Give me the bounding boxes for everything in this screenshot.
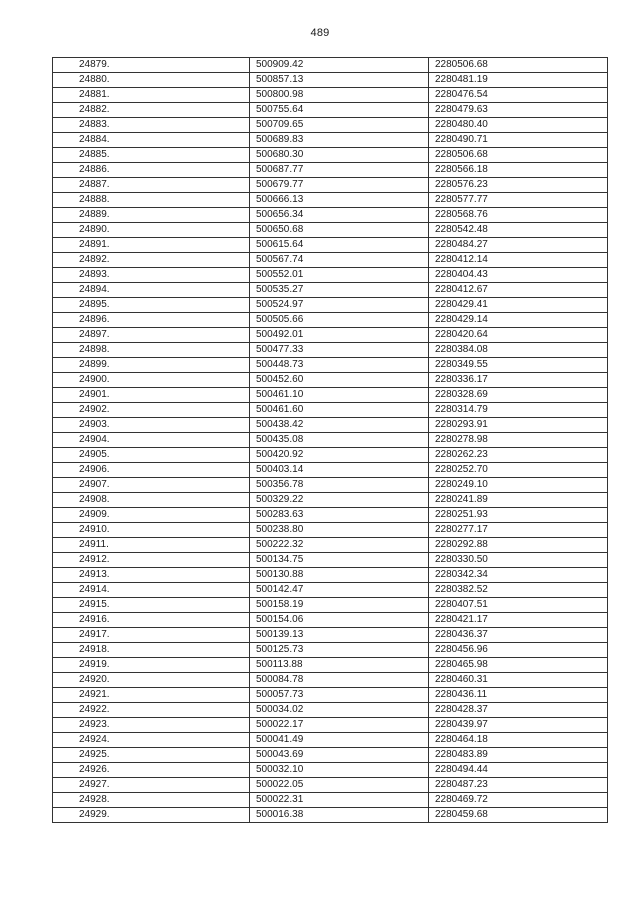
- y-coordinate-cell: 2280568.76: [429, 208, 608, 223]
- x-coordinate-cell: 500800.98: [250, 88, 429, 103]
- x-coordinate-cell: 500238.80: [250, 523, 429, 538]
- table-row: [53, 493, 608, 508]
- x-coordinate-cell: 500650.68: [250, 223, 429, 238]
- point-number-cell: 24903.: [53, 418, 250, 433]
- point-number-cell: 24890.: [53, 223, 250, 238]
- table-row: [53, 268, 608, 283]
- point-number-cell: 24900.: [53, 373, 250, 388]
- table-row: [53, 133, 608, 148]
- table-row: [53, 553, 608, 568]
- table-row: [53, 523, 608, 538]
- y-coordinate-cell: 2280439.97: [429, 718, 608, 733]
- x-coordinate-cell: 500448.73: [250, 358, 429, 373]
- table-row: [53, 703, 608, 718]
- x-coordinate-cell: 500032.10: [250, 763, 429, 778]
- y-coordinate-cell: 2280456.96: [429, 643, 608, 658]
- table-row: [53, 538, 608, 553]
- point-number-cell: 24917.: [53, 628, 250, 643]
- x-coordinate-cell: 500438.42: [250, 418, 429, 433]
- point-number-cell: 24897.: [53, 328, 250, 343]
- table-row: [53, 613, 608, 628]
- x-coordinate-cell: 500567.74: [250, 253, 429, 268]
- point-number-cell: 24910.: [53, 523, 250, 538]
- y-coordinate-cell: 2280412.67: [429, 283, 608, 298]
- y-coordinate-cell: 2280436.37: [429, 628, 608, 643]
- y-coordinate-cell: 2280576.23: [429, 178, 608, 193]
- table-row: [53, 463, 608, 478]
- table-row: [53, 58, 608, 73]
- point-number-cell: 24911.: [53, 538, 250, 553]
- table-row: [53, 193, 608, 208]
- y-coordinate-cell: 2280577.77: [429, 193, 608, 208]
- table-row: [53, 448, 608, 463]
- x-coordinate-cell: 500329.22: [250, 493, 429, 508]
- table-row: [53, 88, 608, 103]
- x-coordinate-cell: 500679.77: [250, 178, 429, 193]
- y-coordinate-cell: 2280483.89: [429, 748, 608, 763]
- point-number-cell: 24922.: [53, 703, 250, 718]
- table-row: [53, 583, 608, 598]
- x-coordinate-cell: 500492.01: [250, 328, 429, 343]
- x-coordinate-cell: 500403.14: [250, 463, 429, 478]
- table-row: [53, 298, 608, 313]
- point-number-cell: 24929.: [53, 808, 250, 823]
- point-number-cell: 24916.: [53, 613, 250, 628]
- point-number-cell: 24895.: [53, 298, 250, 313]
- y-coordinate-cell: 2280336.17: [429, 373, 608, 388]
- y-coordinate-cell: 2280349.55: [429, 358, 608, 373]
- y-coordinate-cell: 2280476.54: [429, 88, 608, 103]
- y-coordinate-cell: 2280404.43: [429, 268, 608, 283]
- x-coordinate-cell: 500043.69: [250, 748, 429, 763]
- x-coordinate-cell: 500283.63: [250, 508, 429, 523]
- point-number-cell: 24924.: [53, 733, 250, 748]
- table-row: [53, 118, 608, 133]
- y-coordinate-cell: 2280428.37: [429, 703, 608, 718]
- y-coordinate-cell: 2280429.41: [429, 298, 608, 313]
- y-coordinate-cell: 2280421.17: [429, 613, 608, 628]
- point-number-cell: 24928.: [53, 793, 250, 808]
- point-number-cell: 24881.: [53, 88, 250, 103]
- table-row: [53, 223, 608, 238]
- coordinates-table: [52, 57, 608, 823]
- table-row: [53, 253, 608, 268]
- table-row: [53, 313, 608, 328]
- table-row: [53, 778, 608, 793]
- x-coordinate-cell: 500420.92: [250, 448, 429, 463]
- x-coordinate-cell: 500524.97: [250, 298, 429, 313]
- x-coordinate-cell: 500016.38: [250, 808, 429, 823]
- point-number-cell: 24920.: [53, 673, 250, 688]
- y-coordinate-cell: 2280278.98: [429, 433, 608, 448]
- table-row: [53, 658, 608, 673]
- y-coordinate-cell: 2280484.27: [429, 238, 608, 253]
- x-coordinate-cell: 500909.42: [250, 58, 429, 73]
- x-coordinate-cell: 500552.01: [250, 268, 429, 283]
- x-coordinate-cell: 500857.13: [250, 73, 429, 88]
- y-coordinate-cell: 2280262.23: [429, 448, 608, 463]
- x-coordinate-cell: 500022.17: [250, 718, 429, 733]
- y-coordinate-cell: 2280382.52: [429, 583, 608, 598]
- x-coordinate-cell: 500687.77: [250, 163, 429, 178]
- y-coordinate-cell: 2280490.71: [429, 133, 608, 148]
- y-coordinate-cell: 2280506.68: [429, 148, 608, 163]
- y-coordinate-cell: 2280241.89: [429, 493, 608, 508]
- table-row: [53, 103, 608, 118]
- point-number-cell: 24894.: [53, 283, 250, 298]
- table-row: [53, 643, 608, 658]
- x-coordinate-cell: 500130.88: [250, 568, 429, 583]
- x-coordinate-cell: 500680.30: [250, 148, 429, 163]
- y-coordinate-cell: 2280481.19: [429, 73, 608, 88]
- page-number: 489: [310, 27, 330, 39]
- table-row: [53, 208, 608, 223]
- y-coordinate-cell: 2280330.50: [429, 553, 608, 568]
- table-row: [53, 433, 608, 448]
- table-row: [53, 718, 608, 733]
- point-number-cell: 24891.: [53, 238, 250, 253]
- point-number-cell: 24913.: [53, 568, 250, 583]
- x-coordinate-cell: 500461.10: [250, 388, 429, 403]
- y-coordinate-cell: 2280506.68: [429, 58, 608, 73]
- y-coordinate-cell: 2280460.31: [429, 673, 608, 688]
- y-coordinate-cell: 2280494.44: [429, 763, 608, 778]
- x-coordinate-cell: 500709.65: [250, 118, 429, 133]
- x-coordinate-cell: 500615.64: [250, 238, 429, 253]
- table-row: [53, 733, 608, 748]
- point-number-cell: 24892.: [53, 253, 250, 268]
- point-number-cell: 24926.: [53, 763, 250, 778]
- table-row: [53, 598, 608, 613]
- table-row: [53, 418, 608, 433]
- x-coordinate-cell: 500084.78: [250, 673, 429, 688]
- x-coordinate-cell: 500435.08: [250, 433, 429, 448]
- x-coordinate-cell: 500034.02: [250, 703, 429, 718]
- table-row: [53, 73, 608, 88]
- y-coordinate-cell: 2280342.34: [429, 568, 608, 583]
- x-coordinate-cell: 500666.13: [250, 193, 429, 208]
- point-number-cell: 24887.: [53, 178, 250, 193]
- x-coordinate-cell: 500461.60: [250, 403, 429, 418]
- x-coordinate-cell: 500222.32: [250, 538, 429, 553]
- y-coordinate-cell: 2280566.18: [429, 163, 608, 178]
- point-number-cell: 24904.: [53, 433, 250, 448]
- x-coordinate-cell: 500656.34: [250, 208, 429, 223]
- point-number-cell: 24888.: [53, 193, 250, 208]
- y-coordinate-cell: 2280480.40: [429, 118, 608, 133]
- table-row: [53, 673, 608, 688]
- table-row: [53, 688, 608, 703]
- x-coordinate-cell: 500125.73: [250, 643, 429, 658]
- table-row: [53, 628, 608, 643]
- x-coordinate-cell: 500154.06: [250, 613, 429, 628]
- point-number-cell: 24912.: [53, 553, 250, 568]
- point-number-cell: 24914.: [53, 583, 250, 598]
- y-coordinate-cell: 2280412.14: [429, 253, 608, 268]
- point-number-cell: 24902.: [53, 403, 250, 418]
- y-coordinate-cell: 2280469.72: [429, 793, 608, 808]
- table-row: [53, 403, 608, 418]
- x-coordinate-cell: 500755.64: [250, 103, 429, 118]
- y-coordinate-cell: 2280542.48: [429, 223, 608, 238]
- y-coordinate-cell: 2280459.68: [429, 808, 608, 823]
- point-number-cell: 24884.: [53, 133, 250, 148]
- point-number-cell: 24906.: [53, 463, 250, 478]
- point-number-cell: 24908.: [53, 493, 250, 508]
- x-coordinate-cell: 500452.60: [250, 373, 429, 388]
- point-number-cell: 24915.: [53, 598, 250, 613]
- point-number-cell: 24918.: [53, 643, 250, 658]
- point-number-cell: 24889.: [53, 208, 250, 223]
- point-number-cell: 24921.: [53, 688, 250, 703]
- point-number-cell: 24896.: [53, 313, 250, 328]
- x-coordinate-cell: 500505.66: [250, 313, 429, 328]
- point-number-cell: 24898.: [53, 343, 250, 358]
- table-row: [53, 793, 608, 808]
- point-number-cell: 24893.: [53, 268, 250, 283]
- y-coordinate-cell: 2280407.51: [429, 598, 608, 613]
- y-coordinate-cell: 2280277.17: [429, 523, 608, 538]
- x-coordinate-cell: 500535.27: [250, 283, 429, 298]
- table-row: [53, 343, 608, 358]
- coordinates-table-body: [53, 58, 608, 823]
- point-number-cell: 24885.: [53, 148, 250, 163]
- point-number-cell: 24905.: [53, 448, 250, 463]
- x-coordinate-cell: 500689.83: [250, 133, 429, 148]
- point-number-cell: 24886.: [53, 163, 250, 178]
- y-coordinate-cell: 2280420.64: [429, 328, 608, 343]
- table-row: [53, 178, 608, 193]
- x-coordinate-cell: 500356.78: [250, 478, 429, 493]
- x-coordinate-cell: 500142.47: [250, 583, 429, 598]
- x-coordinate-cell: 500134.75: [250, 553, 429, 568]
- y-coordinate-cell: 2280429.14: [429, 313, 608, 328]
- point-number-cell: 24927.: [53, 778, 250, 793]
- y-coordinate-cell: 2280384.08: [429, 343, 608, 358]
- point-number-cell: 24899.: [53, 358, 250, 373]
- x-coordinate-cell: 500477.33: [250, 343, 429, 358]
- table-row: [53, 388, 608, 403]
- y-coordinate-cell: 2280465.98: [429, 658, 608, 673]
- y-coordinate-cell: 2280249.10: [429, 478, 608, 493]
- table-row: [53, 763, 608, 778]
- point-number-cell: 24883.: [53, 118, 250, 133]
- point-number-cell: 24925.: [53, 748, 250, 763]
- x-coordinate-cell: 500139.13: [250, 628, 429, 643]
- table-row: [53, 568, 608, 583]
- point-number-cell: 24880.: [53, 73, 250, 88]
- point-number-cell: 24909.: [53, 508, 250, 523]
- x-coordinate-cell: 500057.73: [250, 688, 429, 703]
- y-coordinate-cell: 2280314.79: [429, 403, 608, 418]
- x-coordinate-cell: 500041.49: [250, 733, 429, 748]
- point-number-cell: 24919.: [53, 658, 250, 673]
- y-coordinate-cell: 2280487.23: [429, 778, 608, 793]
- point-number-cell: 24907.: [53, 478, 250, 493]
- y-coordinate-cell: 2280252.70: [429, 463, 608, 478]
- table-row: [53, 238, 608, 253]
- y-coordinate-cell: 2280479.63: [429, 103, 608, 118]
- y-coordinate-cell: 2280293.91: [429, 418, 608, 433]
- y-coordinate-cell: 2280464.18: [429, 733, 608, 748]
- y-coordinate-cell: 2280251.93: [429, 508, 608, 523]
- table-row: [53, 328, 608, 343]
- table-row: [53, 148, 608, 163]
- table-row: [53, 808, 608, 823]
- table-row: [53, 358, 608, 373]
- table-row: [53, 748, 608, 763]
- table-row: [53, 283, 608, 298]
- x-coordinate-cell: 500158.19: [250, 598, 429, 613]
- point-number-cell: 24879.: [53, 58, 250, 73]
- point-number-cell: 24882.: [53, 103, 250, 118]
- table-row: [53, 478, 608, 493]
- table-row: [53, 508, 608, 523]
- table-row: [53, 163, 608, 178]
- point-number-cell: 24923.: [53, 718, 250, 733]
- y-coordinate-cell: 2280436.11: [429, 688, 608, 703]
- y-coordinate-cell: 2280328.69: [429, 388, 608, 403]
- table-row: [53, 373, 608, 388]
- y-coordinate-cell: 2280292.88: [429, 538, 608, 553]
- x-coordinate-cell: 500022.05: [250, 778, 429, 793]
- x-coordinate-cell: 500113.88: [250, 658, 429, 673]
- point-number-cell: 24901.: [53, 388, 250, 403]
- x-coordinate-cell: 500022.31: [250, 793, 429, 808]
